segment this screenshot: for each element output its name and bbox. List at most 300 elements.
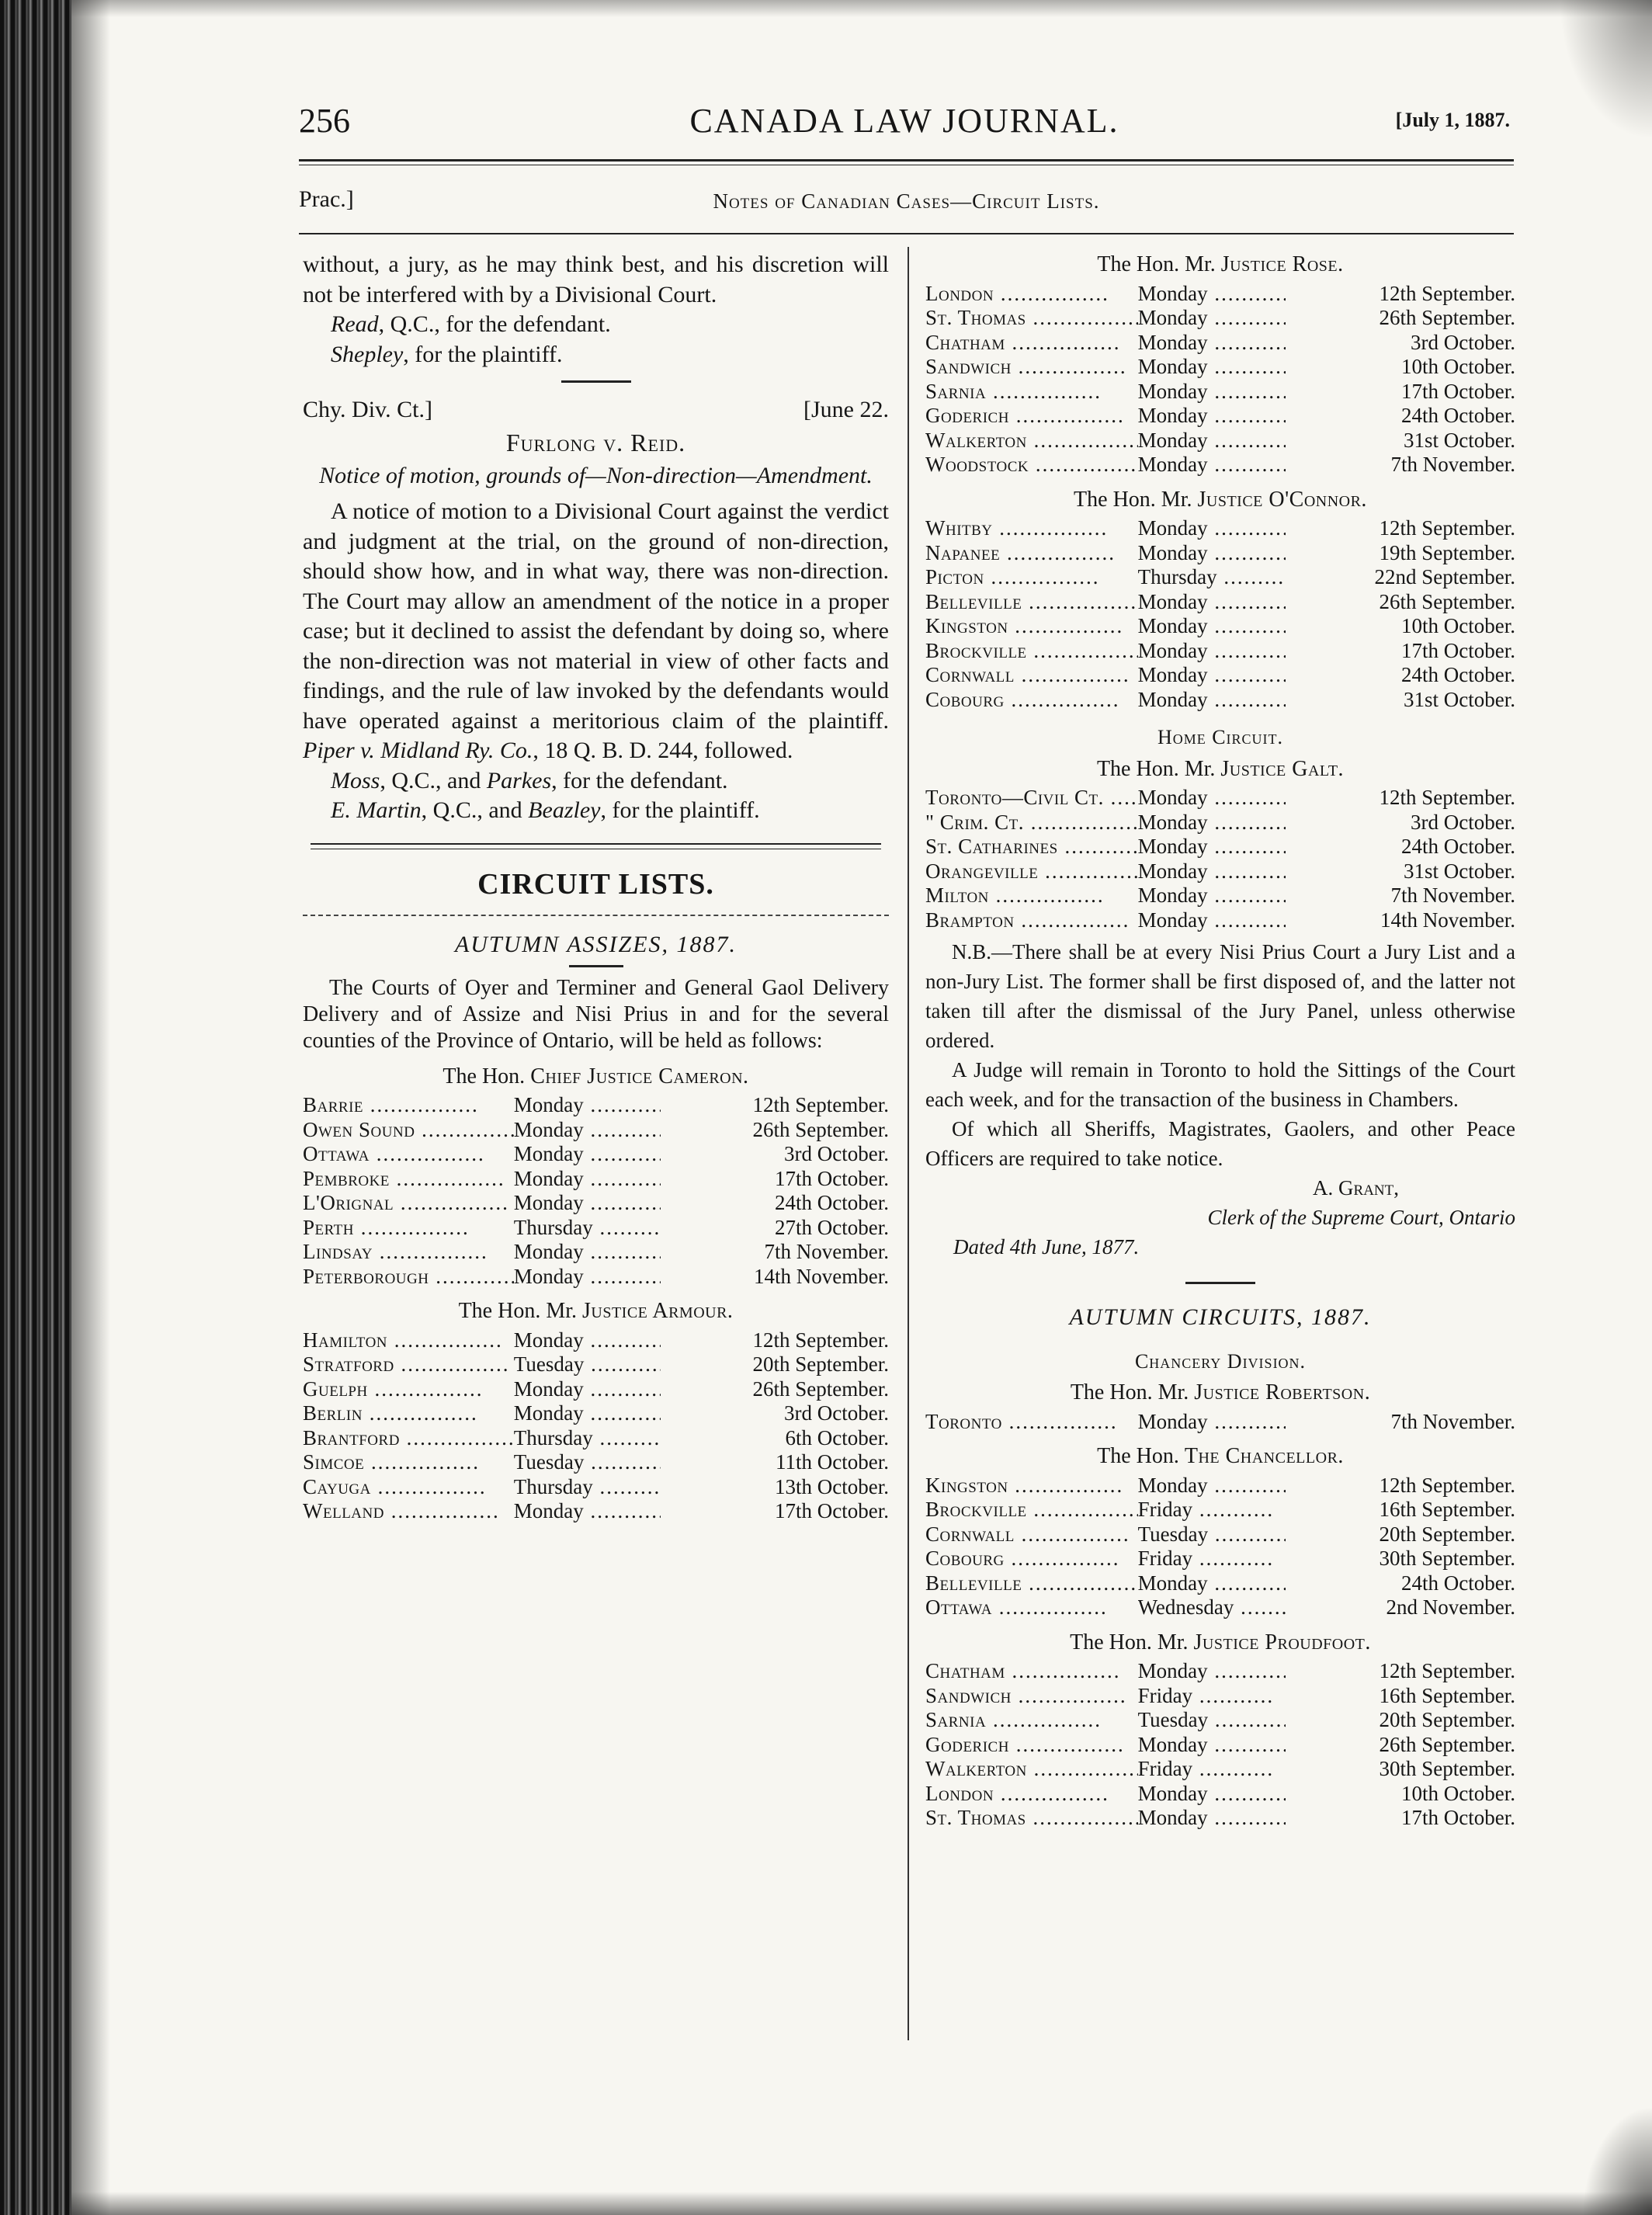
schedule-day: Tuesday .....	[1138, 1522, 1286, 1547]
schedule-date: 7th November.	[1390, 453, 1515, 476]
schedule-place: St. Catharines .....	[925, 835, 1138, 859]
schedule-day: Monday .....	[1138, 908, 1286, 933]
chancery-division-heading: Chancery Division.	[1134, 1349, 1307, 1373]
column-divider	[908, 247, 909, 2040]
schedule-row	[303, 1450, 889, 1475]
schedule-day: Tuesday .....	[514, 1450, 661, 1475]
schedule-date: 10th October.	[1401, 355, 1515, 378]
schedule-day: Monday .....	[1138, 835, 1286, 859]
schedule-day: Monday .....	[514, 1328, 661, 1353]
counsel-name: Moss	[331, 767, 380, 793]
schedule-row	[925, 541, 1515, 566]
schedule-day: Friday .....	[1138, 1684, 1286, 1709]
page-header	[299, 101, 1510, 148]
schedule-date: 19th September.	[1379, 540, 1515, 564]
schedule-place: Chatham .....	[925, 331, 1138, 356]
schedule-date: 2nd November.	[1386, 1595, 1515, 1619]
counsel-name: Shepley	[331, 341, 404, 367]
schedule-day: Monday .....	[1138, 811, 1286, 835]
schedule-row	[925, 639, 1515, 664]
judge-heading-galt	[925, 755, 1515, 785]
schedule-date: 12th September.	[1379, 516, 1515, 540]
schedule-date: 17th October.	[1401, 379, 1515, 403]
schedule-date: 3rd October.	[784, 1142, 889, 1165]
schedule-row	[925, 1522, 1515, 1547]
schedule-place: Brantford .....	[303, 1426, 514, 1451]
schedule-date: 26th September.	[1379, 1732, 1515, 1756]
schedule-day: Monday .....	[514, 1499, 661, 1524]
judge-prefix: The Hon.	[1097, 1444, 1185, 1468]
schedule-row	[303, 1118, 889, 1143]
judge-prefix: The Hon. Mr.	[1070, 1380, 1195, 1404]
subhead-rule	[299, 233, 1514, 234]
schedule-day: Monday .....	[1138, 306, 1286, 331]
counsel-text: , Q.C., and	[421, 797, 529, 823]
schedule-day: Monday .....	[1138, 1474, 1286, 1498]
case-title: Furlong v. Reid.	[505, 429, 686, 457]
schedule-row	[925, 429, 1515, 453]
schedule-date: 24th October.	[1401, 1571, 1515, 1595]
counsel-defendant	[303, 310, 889, 340]
dashed-rule	[303, 915, 889, 916]
schedule-date: 16th September.	[1379, 1498, 1515, 1521]
judge-heading-robertson	[925, 1378, 1515, 1408]
schedule-row	[925, 1498, 1515, 1522]
schedule-table-armour	[303, 1328, 889, 1524]
schedule-date: 3rd October.	[1411, 810, 1515, 834]
schedule-date: 17th October.	[775, 1499, 889, 1522]
journal-title: CANADA LAW JOURNAL.	[689, 102, 1119, 140]
schedule-place: Lindsay .....	[303, 1240, 514, 1265]
schedule-row	[925, 380, 1515, 404]
schedule-place: Toronto—Civil Ct. .....	[925, 786, 1138, 811]
schedule-place: Cobourg .....	[925, 1547, 1138, 1571]
case-court-line	[303, 395, 889, 426]
schedule-place: Belleville .....	[925, 590, 1138, 615]
schedule-row	[925, 859, 1515, 884]
schedule-place: Belleville .....	[925, 1571, 1138, 1596]
schedule-date: 14th November.	[1380, 908, 1515, 932]
judge-heading-chancellor	[925, 1442, 1515, 1472]
schedule-day: Monday .....	[1138, 1571, 1286, 1596]
schedule-row	[303, 1352, 889, 1377]
schedule-date: 20th September.	[1379, 1708, 1515, 1731]
page-number: 256	[299, 102, 350, 140]
schedule-day: Monday .....	[1138, 590, 1286, 615]
schedule-date: 7th November.	[764, 1240, 889, 1263]
schedule-date: 30th September.	[1379, 1757, 1515, 1780]
schedule-table-oconnor	[925, 516, 1515, 712]
schedule-row	[925, 1547, 1515, 1571]
home-circuit-heading: Home Circuit.	[1157, 726, 1284, 748]
schedule-table-robertson	[925, 1410, 1515, 1435]
schedule-date: 11th October.	[776, 1450, 889, 1474]
schedule-place: Woodstock .....	[925, 453, 1138, 477]
schedule-date: 12th September.	[752, 1328, 889, 1352]
schedule-table-proudfoot	[925, 1659, 1515, 1831]
schedule-place: Kingston .....	[925, 614, 1138, 639]
schedule-date: 26th September.	[752, 1377, 889, 1401]
schedule-day: Monday .....	[514, 1191, 661, 1216]
schedule-day: Monday .....	[1138, 1806, 1286, 1831]
schedule-date: 3rd October.	[784, 1401, 889, 1425]
schedule-row	[925, 355, 1515, 380]
judge-heading-proudfoot	[925, 1628, 1515, 1658]
schedule-date: 31st October.	[1404, 428, 1515, 452]
schedule-row	[925, 908, 1515, 933]
schedule-day: Monday .....	[1138, 429, 1286, 453]
schedule-date: 31st October.	[1404, 859, 1515, 883]
book-binding-shadow	[0, 0, 71, 2215]
judge-remain-paragraph: A Judge will remain in Toronto to hold the Sittings of the Court each week, and for the transaction of the business in Chambers.	[925, 1058, 1515, 1111]
schedule-day: Monday .....	[514, 1118, 661, 1143]
schedule-date: 30th September.	[1379, 1547, 1515, 1570]
schedule-place: Cobourg .....	[925, 688, 1138, 713]
schedule-day: Monday .....	[1138, 331, 1286, 356]
schedule-row	[925, 811, 1515, 835]
schedule-place: London .....	[925, 1782, 1138, 1807]
schedule-day: Monday .....	[1138, 1782, 1286, 1807]
schedule-day: Monday .....	[514, 1240, 661, 1265]
schedule-row	[925, 516, 1515, 541]
schedule-row	[925, 1571, 1515, 1596]
schedule-place: L'Orignal .....	[303, 1191, 514, 1216]
schedule-day: Thursday .....	[514, 1426, 661, 1451]
schedule-date: 24th October.	[1401, 835, 1515, 858]
schedule-row	[303, 1167, 889, 1192]
schedule-place: Sarnia .....	[925, 1708, 1138, 1733]
case-body-text: A notice of motion to a Divisional Court against the verdict and judgment at the trial, on the ground of non-direction, should show how, and in what way, there was non-direction. The Court may allow an amendment of the notice in a proper case; but it declined to assist the defendant by doing so, where the non-direction was not material in view of other facts and findings, and the rule of law invoked by the defendants would have operated against a meritorious claim of the plaintiff.	[303, 498, 889, 734]
schedule-row	[303, 1142, 889, 1167]
judge-name: Justice Robertson.	[1194, 1380, 1371, 1404]
section-label: Prac.]	[299, 186, 354, 212]
schedule-day: Monday .....	[1138, 663, 1286, 688]
court-name: Chy. Div. Ct.]	[303, 397, 432, 422]
counsel-plaintiff	[303, 340, 889, 370]
signatory-title: Clerk of the Supreme Court, Ontario	[1207, 1206, 1515, 1229]
prev-case-text: without, a jury, as he may think best, and his discretion will not be interfered with by a Divisional Court.	[303, 252, 889, 307]
judge-name: Justice O'Connor.	[1197, 487, 1367, 512]
counsel-name: Parkes	[486, 767, 552, 793]
schedule-row	[925, 1595, 1515, 1620]
schedule-date: 26th September.	[752, 1117, 889, 1141]
schedule-day: Monday .....	[1138, 355, 1286, 380]
schedule-day: Monday .....	[1138, 541, 1286, 566]
top-edge-shadow	[71, 0, 1652, 17]
schedule-day: Monday .....	[1138, 859, 1286, 884]
schedule-place: Owen Sound .....	[303, 1118, 514, 1143]
schedule-date: 10th October.	[1401, 614, 1515, 637]
judge-heading-cameron	[303, 1062, 889, 1092]
schedule-place: Berlin .....	[303, 1401, 514, 1426]
schedule-place: Toronto .....	[925, 1410, 1138, 1435]
schedule-day: Monday .....	[1138, 639, 1286, 664]
schedule-row	[925, 1708, 1515, 1733]
schedule-date: 24th October.	[1401, 663, 1515, 686]
counsel-text: , for the plaintiff.	[600, 797, 760, 823]
schedule-date: 7th November.	[1390, 884, 1515, 907]
schedule-row	[303, 1093, 889, 1118]
schedule-place: St. Thomas .....	[925, 1806, 1138, 1831]
schedule-place: Barrie .....	[303, 1093, 514, 1118]
schedule-row	[925, 282, 1515, 307]
left-column	[303, 250, 889, 1524]
binding-fade	[71, 0, 110, 2215]
schedule-table-rose	[925, 282, 1515, 477]
schedule-day: Monday .....	[514, 1142, 661, 1167]
running-subhead	[299, 186, 1514, 217]
counsel-name: Beazley	[528, 797, 601, 823]
counsel-role: , Q.C., for the defendant.	[378, 311, 611, 337]
issue-date: [July 1, 1887.	[1395, 109, 1510, 131]
schedule-date: 3rd October.	[1411, 330, 1515, 354]
schedule-place: Ottawa .....	[925, 1595, 1138, 1620]
schedule-day: Monday .....	[1138, 688, 1286, 713]
schedule-table-galt	[925, 786, 1515, 932]
schedule-place: Simcoe .....	[303, 1450, 514, 1475]
judge-prefix: The Hon. Mr.	[1097, 252, 1221, 276]
schedule-day: Monday .....	[514, 1265, 661, 1290]
schedule-date: 12th September.	[1379, 1473, 1515, 1497]
schedule-day: Monday .....	[1138, 282, 1286, 307]
schedule-place: Brockville .....	[925, 639, 1138, 664]
judge-name: Justice Proudfoot.	[1193, 1630, 1371, 1654]
schedule-date: 6th October.	[785, 1425, 889, 1449]
schedule-date: 27th October.	[775, 1215, 889, 1239]
schedule-row	[303, 1401, 889, 1426]
judge-heading-rose	[925, 250, 1515, 280]
schedule-day: Friday .....	[1138, 1547, 1286, 1571]
schedule-row	[925, 590, 1515, 615]
schedule-day: Monday .....	[1138, 404, 1286, 429]
case-body	[303, 497, 889, 766]
counsel-name: E. Martin	[331, 797, 422, 823]
schedule-row	[925, 1806, 1515, 1831]
judge-prefix: The Hon. Mr.	[458, 1299, 582, 1323]
judge-name: Justice Rose.	[1220, 252, 1344, 276]
schedule-date: 16th September.	[1379, 1683, 1515, 1707]
schedule-date: 12th September.	[752, 1093, 889, 1116]
schedule-place: Pembroke .....	[303, 1167, 514, 1192]
schedule-row	[925, 1474, 1515, 1498]
schedule-place: Goderich .....	[925, 404, 1138, 429]
case-counsel-2	[303, 796, 889, 826]
schedule-date: 10th October.	[1401, 1781, 1515, 1805]
separator-rule	[561, 380, 631, 383]
schedule-day: Monday .....	[1138, 1733, 1286, 1758]
schedule-row	[303, 1191, 889, 1216]
circuit-lists-heading: CIRCUIT LISTS.	[477, 867, 714, 901]
case-subject: Notice of motion, grounds of—Non-direction—Amendment.	[319, 462, 873, 488]
schedule-row	[925, 614, 1515, 639]
schedule-row	[925, 1659, 1515, 1684]
schedule-place: St. Thomas .....	[925, 306, 1138, 331]
judge-prefix: The Hon. Mr.	[1096, 756, 1221, 781]
judge-heading-armour	[303, 1297, 889, 1327]
schedule-place: Perth .....	[303, 1216, 514, 1241]
schedule-day: Monday .....	[1138, 884, 1286, 908]
schedule-row	[925, 565, 1515, 590]
schedule-day: Monday .....	[1138, 380, 1286, 404]
schedule-row	[303, 1499, 889, 1524]
dated-line: Dated 4th June, 1877.	[953, 1235, 1140, 1259]
schedule-place: " Crim. Ct. .....	[925, 811, 1138, 835]
schedule-day: Friday .....	[1138, 1757, 1286, 1782]
schedule-row	[925, 1782, 1515, 1807]
schedule-place: Picton .....	[925, 565, 1138, 590]
schedule-row	[925, 786, 1515, 811]
schedule-date: 14th November.	[754, 1264, 889, 1288]
schedule-row	[303, 1426, 889, 1451]
schedule-row	[303, 1265, 889, 1290]
schedule-row	[925, 306, 1515, 331]
schedule-place: Stratford .....	[303, 1352, 514, 1377]
schedule-place: Brampton .....	[925, 908, 1138, 933]
schedule-date: 12th September.	[1379, 281, 1515, 305]
judge-prefix: The Hon.	[442, 1064, 531, 1088]
schedule-place: Milton .....	[925, 884, 1138, 908]
schedule-place: Walkerton .....	[925, 429, 1138, 453]
counsel-role: , for the plaintiff.	[403, 341, 563, 367]
judge-name: Justice Armour.	[582, 1299, 734, 1323]
case-date: [June 22.	[803, 397, 889, 422]
judge-prefix: The Hon. Mr.	[1074, 487, 1198, 512]
schedule-day: Thursday .....	[514, 1216, 661, 1241]
schedule-row	[303, 1475, 889, 1500]
schedule-place: Napanee .....	[925, 541, 1138, 566]
header-rule	[299, 159, 1514, 165]
judge-prefix: The Hon. Mr.	[1070, 1630, 1194, 1654]
schedule-date: 22nd September.	[1374, 565, 1515, 588]
schedule-day: Tuesday .....	[1138, 1708, 1286, 1733]
nb-paragraph: N.B.—There shall be at every Nisi Prius Court a Jury List and a non-Jury List. The former shall be first disposed of, and the latter not taken till after the dismissal of the Jury Panel, unless otherwise ordered.	[925, 940, 1515, 1052]
schedule-place: Cornwall .....	[925, 663, 1138, 688]
schedule-row	[303, 1377, 889, 1402]
schedule-row	[925, 884, 1515, 908]
schedule-day: Monday .....	[1138, 1410, 1286, 1435]
schedule-place: Cayuga .....	[303, 1475, 514, 1500]
corner-shadow-top-right	[1559, 0, 1652, 140]
schedule-day: Thursday .....	[514, 1475, 661, 1500]
case-counsel-1	[303, 766, 889, 797]
schedule-place: Goderich .....	[925, 1733, 1138, 1758]
schedule-day: Wednesday .....	[1138, 1595, 1286, 1620]
schedule-place: Peterborough .....	[303, 1265, 514, 1290]
schedule-place: Walkerton .....	[925, 1757, 1138, 1782]
citation-rest: , 18 Q. B. D. 244, followed.	[533, 738, 793, 763]
schedule-date: 7th November.	[1390, 1409, 1515, 1433]
schedule-place: Kingston .....	[925, 1474, 1138, 1498]
schedule-place: Sandwich .....	[925, 1684, 1138, 1709]
schedule-day: Monday .....	[1138, 1659, 1286, 1684]
schedule-day: Monday .....	[514, 1401, 661, 1426]
schedule-date: 12th September.	[1379, 1659, 1515, 1682]
separator-rule	[569, 965, 623, 967]
right-column	[925, 250, 1515, 1831]
counsel-text: , Q.C., and	[380, 767, 487, 793]
schedule-place: Sarnia .....	[925, 380, 1138, 404]
schedule-date: 24th October.	[1401, 404, 1515, 427]
schedule-row	[925, 1410, 1515, 1435]
schedule-place: Brockville .....	[925, 1498, 1138, 1522]
schedule-place: Welland .....	[303, 1499, 514, 1524]
schedule-date: 13th October.	[775, 1474, 889, 1498]
separator-rule	[1185, 1282, 1255, 1284]
judge-name: Chief Justice Cameron.	[530, 1064, 749, 1088]
judge-name: Justice Galt.	[1220, 756, 1345, 781]
schedule-row	[303, 1216, 889, 1241]
schedule-day: Monday .....	[1138, 614, 1286, 639]
assizes-intro: The Courts of Oyer and Terminer and General Gaol Delivery Delivery and of Assize and Nisi Prius in and for the several counties of the Province of Ontario, will be held as follows:	[303, 975, 889, 1053]
schedule-day: Monday .....	[514, 1093, 661, 1118]
schedule-row	[925, 453, 1515, 477]
schedule-row	[925, 1757, 1515, 1782]
schedule-date: 20th September.	[1379, 1522, 1515, 1546]
schedule-day: Thursday .....	[1138, 565, 1286, 590]
schedule-day: Friday .....	[1138, 1498, 1286, 1522]
corner-shadow-bottom-right	[1582, 2106, 1652, 2215]
autumn-circuits-heading: AUTUMN CIRCUITS, 1887.	[1069, 1304, 1372, 1330]
schedule-place: Ottawa .....	[303, 1142, 514, 1167]
schedule-row	[925, 688, 1515, 713]
schedule-row	[925, 331, 1515, 356]
schedule-place: Guelph .....	[303, 1377, 514, 1402]
schedule-date: 20th September.	[752, 1352, 889, 1376]
counsel-text: , for the defendant.	[551, 767, 728, 793]
schedule-day: Monday .....	[1138, 516, 1286, 541]
schedule-table-cameron	[303, 1093, 889, 1289]
schedule-place: Cornwall .....	[925, 1522, 1138, 1547]
schedule-row	[925, 663, 1515, 688]
schedule-date: 12th September.	[1379, 786, 1515, 809]
schedule-row	[925, 1733, 1515, 1758]
schedule-date: 24th October.	[775, 1191, 889, 1214]
section-rule	[311, 843, 881, 849]
schedule-table-chancellor	[925, 1474, 1515, 1620]
schedule-place: London .....	[925, 282, 1138, 307]
schedule-day: Monday .....	[1138, 786, 1286, 811]
bottom-edge-shadow	[71, 2192, 1652, 2215]
schedule-place: Chatham .....	[925, 1659, 1138, 1684]
notice-paragraph: Of which all Sheriffs, Magistrates, Gaolers, and other Peace Officers are required to take notice.	[925, 1117, 1515, 1170]
schedule-row	[303, 1328, 889, 1353]
schedule-row	[303, 1240, 889, 1265]
schedule-place: Whitby .....	[925, 516, 1138, 541]
schedule-row	[925, 835, 1515, 859]
schedule-date: 31st October.	[1404, 687, 1515, 711]
autumn-assizes-heading: AUTUMN ASSIZES, 1887.	[454, 932, 738, 957]
schedule-date: 17th October.	[1401, 1806, 1515, 1829]
judge-name: The Chancellor.	[1184, 1444, 1344, 1468]
schedule-place: Hamilton .....	[303, 1328, 514, 1353]
citation-case: Piper v. Midland Ry. Co.	[303, 738, 533, 763]
schedule-row	[925, 404, 1515, 429]
schedule-date: 26th September.	[1379, 306, 1515, 329]
signatory-name: A. Grant,	[1313, 1176, 1399, 1200]
section-title: Notes of Canadian Cases—Circuit Lists.	[713, 189, 1100, 213]
judge-heading-oconnor	[925, 485, 1515, 516]
counsel-name: Read	[331, 311, 379, 337]
schedule-date: 26th September.	[1379, 589, 1515, 613]
schedule-day: Monday .....	[1138, 453, 1286, 477]
schedule-place: Sandwich .....	[925, 355, 1138, 380]
schedule-day: Monday .....	[514, 1167, 661, 1192]
schedule-day: Tuesday .....	[514, 1352, 661, 1377]
schedule-row	[925, 1684, 1515, 1709]
schedule-date: 17th October.	[775, 1166, 889, 1190]
schedule-date: 17th October.	[1401, 638, 1515, 662]
schedule-place: Orangeville .....	[925, 859, 1138, 884]
